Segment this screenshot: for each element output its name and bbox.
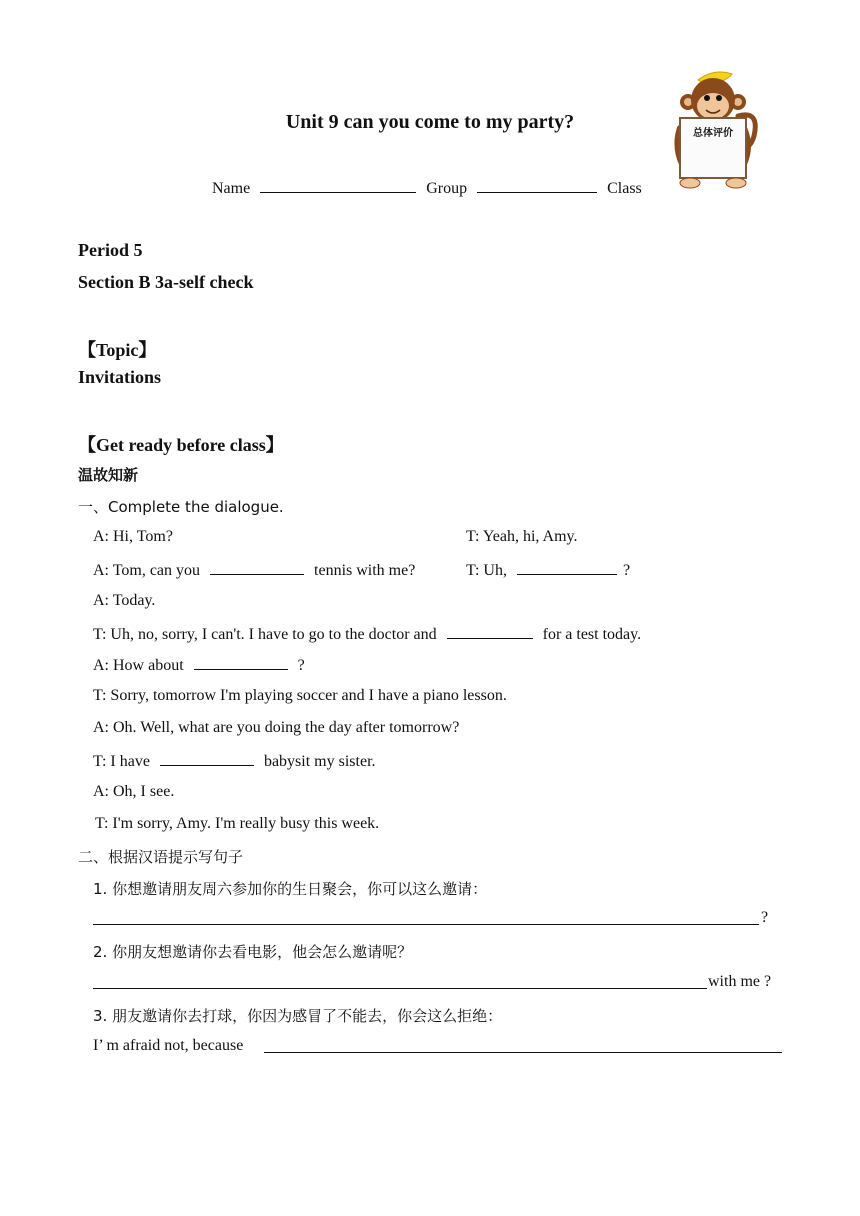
- group-label: Group: [426, 180, 468, 197]
- answer-1-end: ?: [761, 909, 769, 926]
- answer-2-end: with me ?: [708, 973, 772, 990]
- part2-heading: 二、根据汉语提示写句子: [78, 848, 244, 866]
- blank-5[interactable]: [160, 751, 254, 766]
- question-2: 2. 你朋友想邀请你去看电影，他会怎么邀请呢？: [93, 943, 413, 961]
- review-heading: 温故知新: [78, 466, 139, 484]
- dialogue-text: T: I have: [93, 753, 150, 770]
- topic-heading: 【Topic】: [78, 340, 157, 360]
- dialogue-text: babysit my sister.: [263, 753, 376, 770]
- dialogue-line-7: A: Oh. Well, what are you doing the day after tomorrow?: [93, 719, 460, 736]
- dialogue-line-8: [93, 751, 376, 771]
- dialogue-line-2b: [466, 560, 630, 580]
- dialogue-text: T: Uh, no, sorry, I can't. I have to go to the doctor and: [93, 626, 437, 643]
- dialogue-line-1a: A: Hi, Tom?: [93, 528, 173, 545]
- answer-line-3[interactable]: [264, 1052, 782, 1053]
- answer-line-2[interactable]: [93, 988, 707, 989]
- period-label: Period 5: [78, 240, 143, 260]
- topic-value: Invitations: [78, 367, 162, 387]
- dialogue-line-4: [93, 624, 641, 644]
- name-row: [212, 178, 642, 198]
- blank-2[interactable]: [517, 560, 617, 575]
- page-title: Unit 9 can you come to my party?: [285, 111, 575, 133]
- name-label: Name: [212, 180, 251, 197]
- dialogue-line-10: T: I'm sorry, Amy. I'm really busy this week.: [95, 815, 380, 832]
- dialogue-text: ?: [622, 562, 631, 579]
- part1-heading: 一、Complete the dialogue.: [78, 498, 284, 516]
- monkey-evaluation-icon: [668, 66, 760, 194]
- group-blank[interactable]: [477, 178, 597, 193]
- answer-3-prefix: I’ m afraid not, because: [93, 1037, 244, 1054]
- dialogue-text: T: Uh,: [466, 562, 507, 579]
- question-3: 3. 朋友邀请你去打球，你因为感冒了不能去，你会这么拒绝：: [93, 1007, 503, 1025]
- dialogue-text: for a test today.: [542, 626, 642, 643]
- answer-line-1[interactable]: [93, 924, 759, 925]
- dialogue-text: A: Tom, can you: [93, 562, 201, 579]
- ready-heading: 【Get ready before class】: [78, 435, 284, 455]
- dialogue-line-6: T: Sorry, tomorrow I'm playing soccer and I have a piano lesson.: [93, 687, 507, 704]
- dialogue-line-1b: T: Yeah, hi, Amy.: [466, 528, 578, 545]
- blank-4[interactable]: [194, 655, 288, 670]
- blank-3[interactable]: [447, 624, 533, 639]
- question-1: 1. 你想邀请朋友周六参加你的生日聚会，你可以这么邀请：: [93, 880, 488, 898]
- dialogue-text: A: How about: [93, 657, 184, 674]
- badge-text: 总体评价: [693, 128, 733, 139]
- dialogue-text: ?: [297, 657, 305, 674]
- class-label: Class: [607, 180, 642, 197]
- dialogue-line-9: A: Oh, I see.: [93, 783, 175, 800]
- blank-1[interactable]: [210, 560, 304, 575]
- dialogue-text: tennis with me?: [314, 562, 416, 579]
- dialogue-line-3: A: Today.: [93, 592, 156, 609]
- name-blank[interactable]: [260, 178, 416, 193]
- dialogue-line-2a: [93, 560, 415, 580]
- section-label: Section B 3a-self check: [78, 272, 254, 292]
- dialogue-line-5: [93, 655, 305, 675]
